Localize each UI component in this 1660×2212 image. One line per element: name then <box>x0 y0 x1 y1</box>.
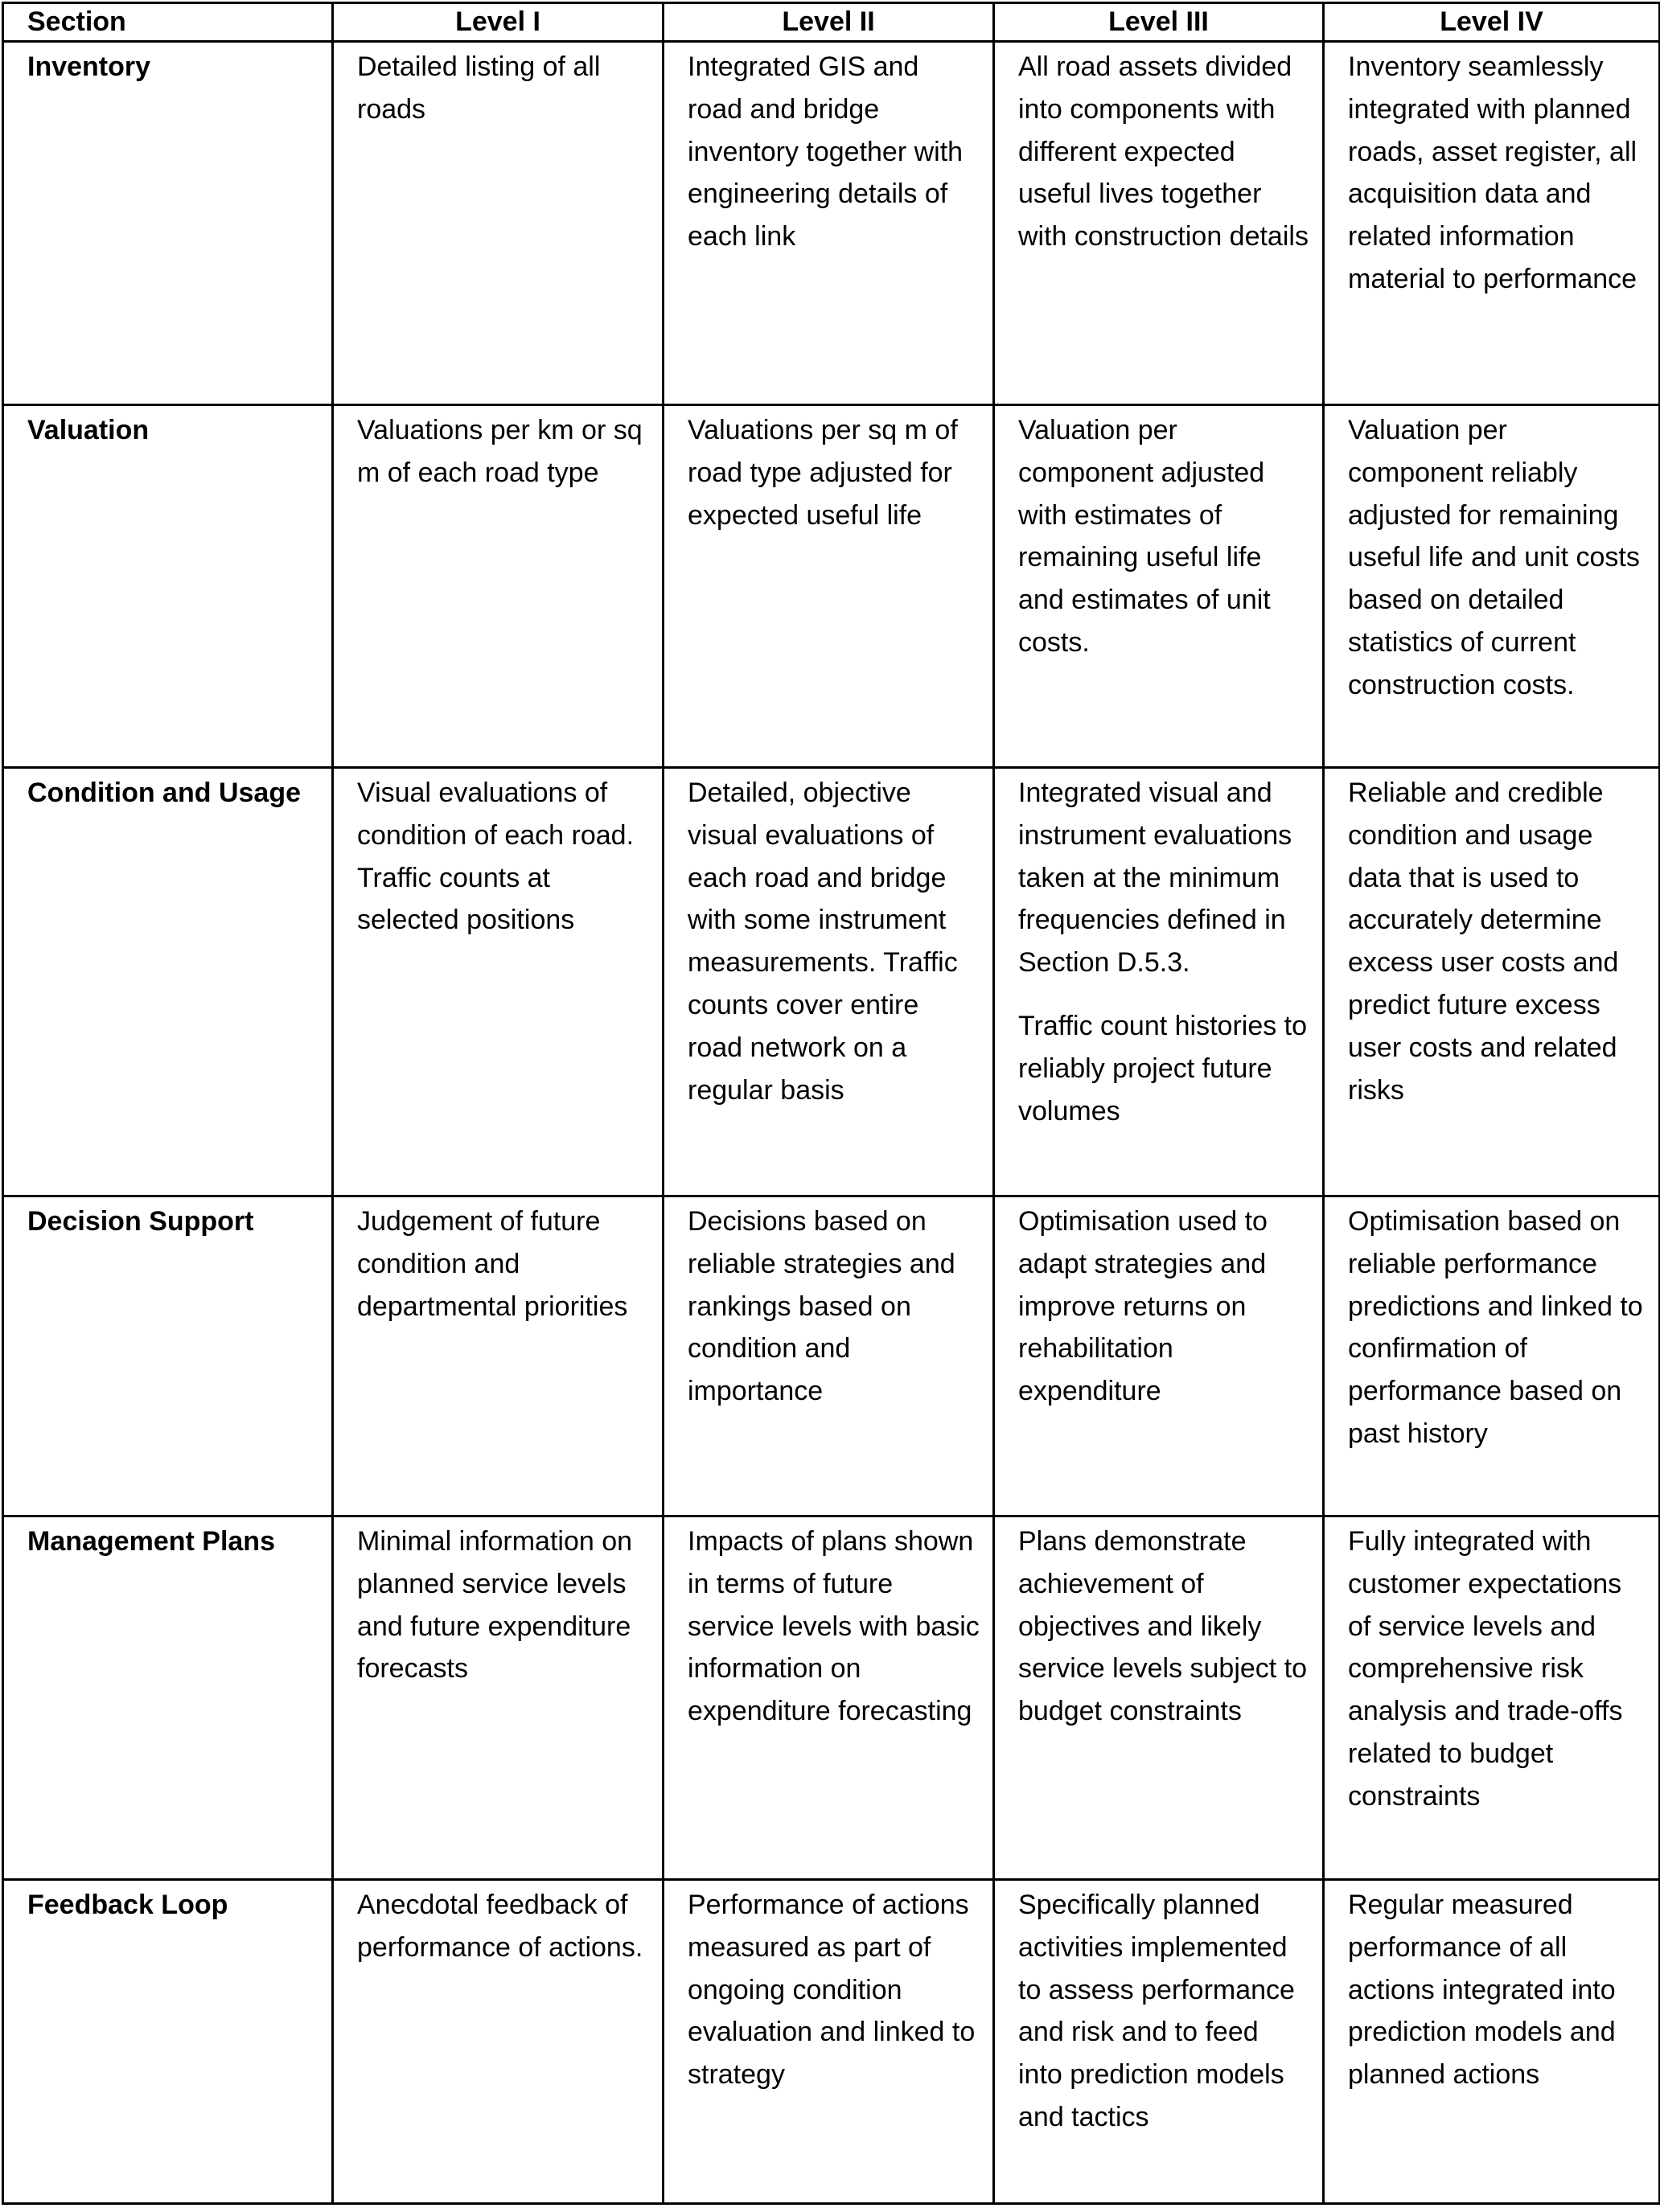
cell-text: Performance of actions measured as part of ongoing condition evaluation and linked to strategy <box>688 1890 976 2091</box>
cell-text: Impacts of plans shown in terms of future service levels with basic information on expenditure forecasting <box>688 1526 980 1727</box>
table-cell <box>1324 42 1660 405</box>
row-section-label: Valuation <box>3 405 333 768</box>
header-level-2: Level II <box>664 3 994 42</box>
cell-text: Detailed, objective visual evaluations of each road and bridge with some instrument measurements. Traffic counts cover entire road network on a regular basis <box>688 778 958 1106</box>
table-row <box>3 405 1660 768</box>
table-cell <box>664 1880 994 2204</box>
table-cell <box>994 1516 1324 1880</box>
table-row <box>3 42 1660 405</box>
header-level-4: Level IV <box>1324 3 1660 42</box>
table-cell <box>664 42 994 405</box>
row-section-label: Inventory <box>3 42 333 405</box>
cell-text: Judgement of future condition and departmental priorities <box>357 1206 628 1322</box>
cell-text: Optimisation based on reliable performance predictions and linked to confirmation of performance based on past history <box>1348 1206 1643 1449</box>
table-cell <box>994 405 1324 768</box>
cell-text: Fully integrated with customer expectations of service levels and comprehensive risk analysis and trade-offs related to budget constraints <box>1348 1526 1623 1812</box>
table-cell <box>1324 768 1660 1196</box>
cell-text: Reliable and credible condition and usage data that is used to accurately determine excess user costs and predict future excess user costs and related risks <box>1348 778 1619 1106</box>
table-cell <box>333 405 664 768</box>
cell-text: Valuations per km or sq m of each road type <box>357 415 643 488</box>
header-row <box>3 3 1660 42</box>
table-cell <box>664 1196 994 1516</box>
table-cell <box>333 42 664 405</box>
table-cell <box>994 1880 1324 2204</box>
cell-text: Regular measured performance of all actions integrated into prediction models and planned actions <box>1348 1890 1616 2091</box>
table-cell <box>1324 1196 1660 1516</box>
table-row <box>3 1880 1660 2204</box>
cell-text: All road assets divided into components with different expected useful lives together with construction details <box>1018 51 1309 252</box>
cell-text: Visual evaluations of condition of each road. Traffic counts at selected positions <box>357 778 635 936</box>
table-cell <box>1324 1516 1660 1880</box>
cell-text: Inventory seamlessly integrated with planned roads, asset register, all acquisition data and related information material to performance <box>1348 51 1637 294</box>
cell-text: Anecdotal feedback of performance of actions. <box>357 1890 643 1963</box>
table-cell <box>1324 405 1660 768</box>
table-cell <box>664 768 994 1196</box>
cell-text: Plans demonstrate achievement of objectives and likely service levels subject to budget constraints <box>1018 1526 1308 1727</box>
table-cell <box>994 768 1324 1196</box>
cell-text: Decisions based on reliable strategies and rankings based on condition and importance <box>688 1206 955 1407</box>
row-section-label: Management Plans <box>3 1516 333 1880</box>
cell-text: Integrated visual and instrument evaluations taken at the minimum frequencies defined in Section D.5.3. <box>1018 778 1292 979</box>
table-cell <box>333 1880 664 2204</box>
cell-text: Detailed listing of all roads <box>357 51 601 125</box>
table-cell <box>333 1196 664 1516</box>
table-row <box>3 1196 1660 1516</box>
table-cell <box>994 1196 1324 1516</box>
table-cell <box>1324 1880 1660 2204</box>
cell-text: Traffic count histories to reliably project future volumes <box>1018 1010 1308 1127</box>
header-level-3: Level III <box>994 3 1324 42</box>
cell-text: Integrated GIS and road and bridge inventory together with engineering details of each link <box>688 51 964 252</box>
table-cell <box>333 768 664 1196</box>
table-cell <box>664 1516 994 1880</box>
header-section: Section <box>3 3 333 42</box>
cell-text: Valuation per component reliably adjusted for remaining useful life and unit costs based on detailed statistics of current construction costs. <box>1348 415 1640 700</box>
table-cell <box>994 42 1324 405</box>
cell-text: Valuation per component adjusted with estimates of remaining useful life and estimates of unit costs. <box>1018 415 1271 658</box>
cell-text: Valuations per sq m of road type adjusted for expected useful life <box>688 415 958 531</box>
row-section-label: Condition and Usage <box>3 768 333 1196</box>
cell-text: Optimisation used to adapt strategies and improve returns on rehabilitation expenditure <box>1018 1206 1268 1407</box>
cell-text: Specifically planned activities implemented to assess performance and risk and to feed into prediction models and tactics <box>1018 1890 1295 2132</box>
row-section-label: Decision Support <box>3 1196 333 1516</box>
cell-text: Minimal information on planned service levels and future expenditure forecasts <box>357 1526 633 1685</box>
table-cell <box>333 1516 664 1880</box>
header-level-1: Level I <box>333 3 664 42</box>
table-row <box>3 1516 1660 1880</box>
row-section-label: Feedback Loop <box>3 1880 333 2204</box>
table-cell <box>664 405 994 768</box>
table-row <box>3 768 1660 1196</box>
asset-management-levels-table <box>2 2 1660 2205</box>
